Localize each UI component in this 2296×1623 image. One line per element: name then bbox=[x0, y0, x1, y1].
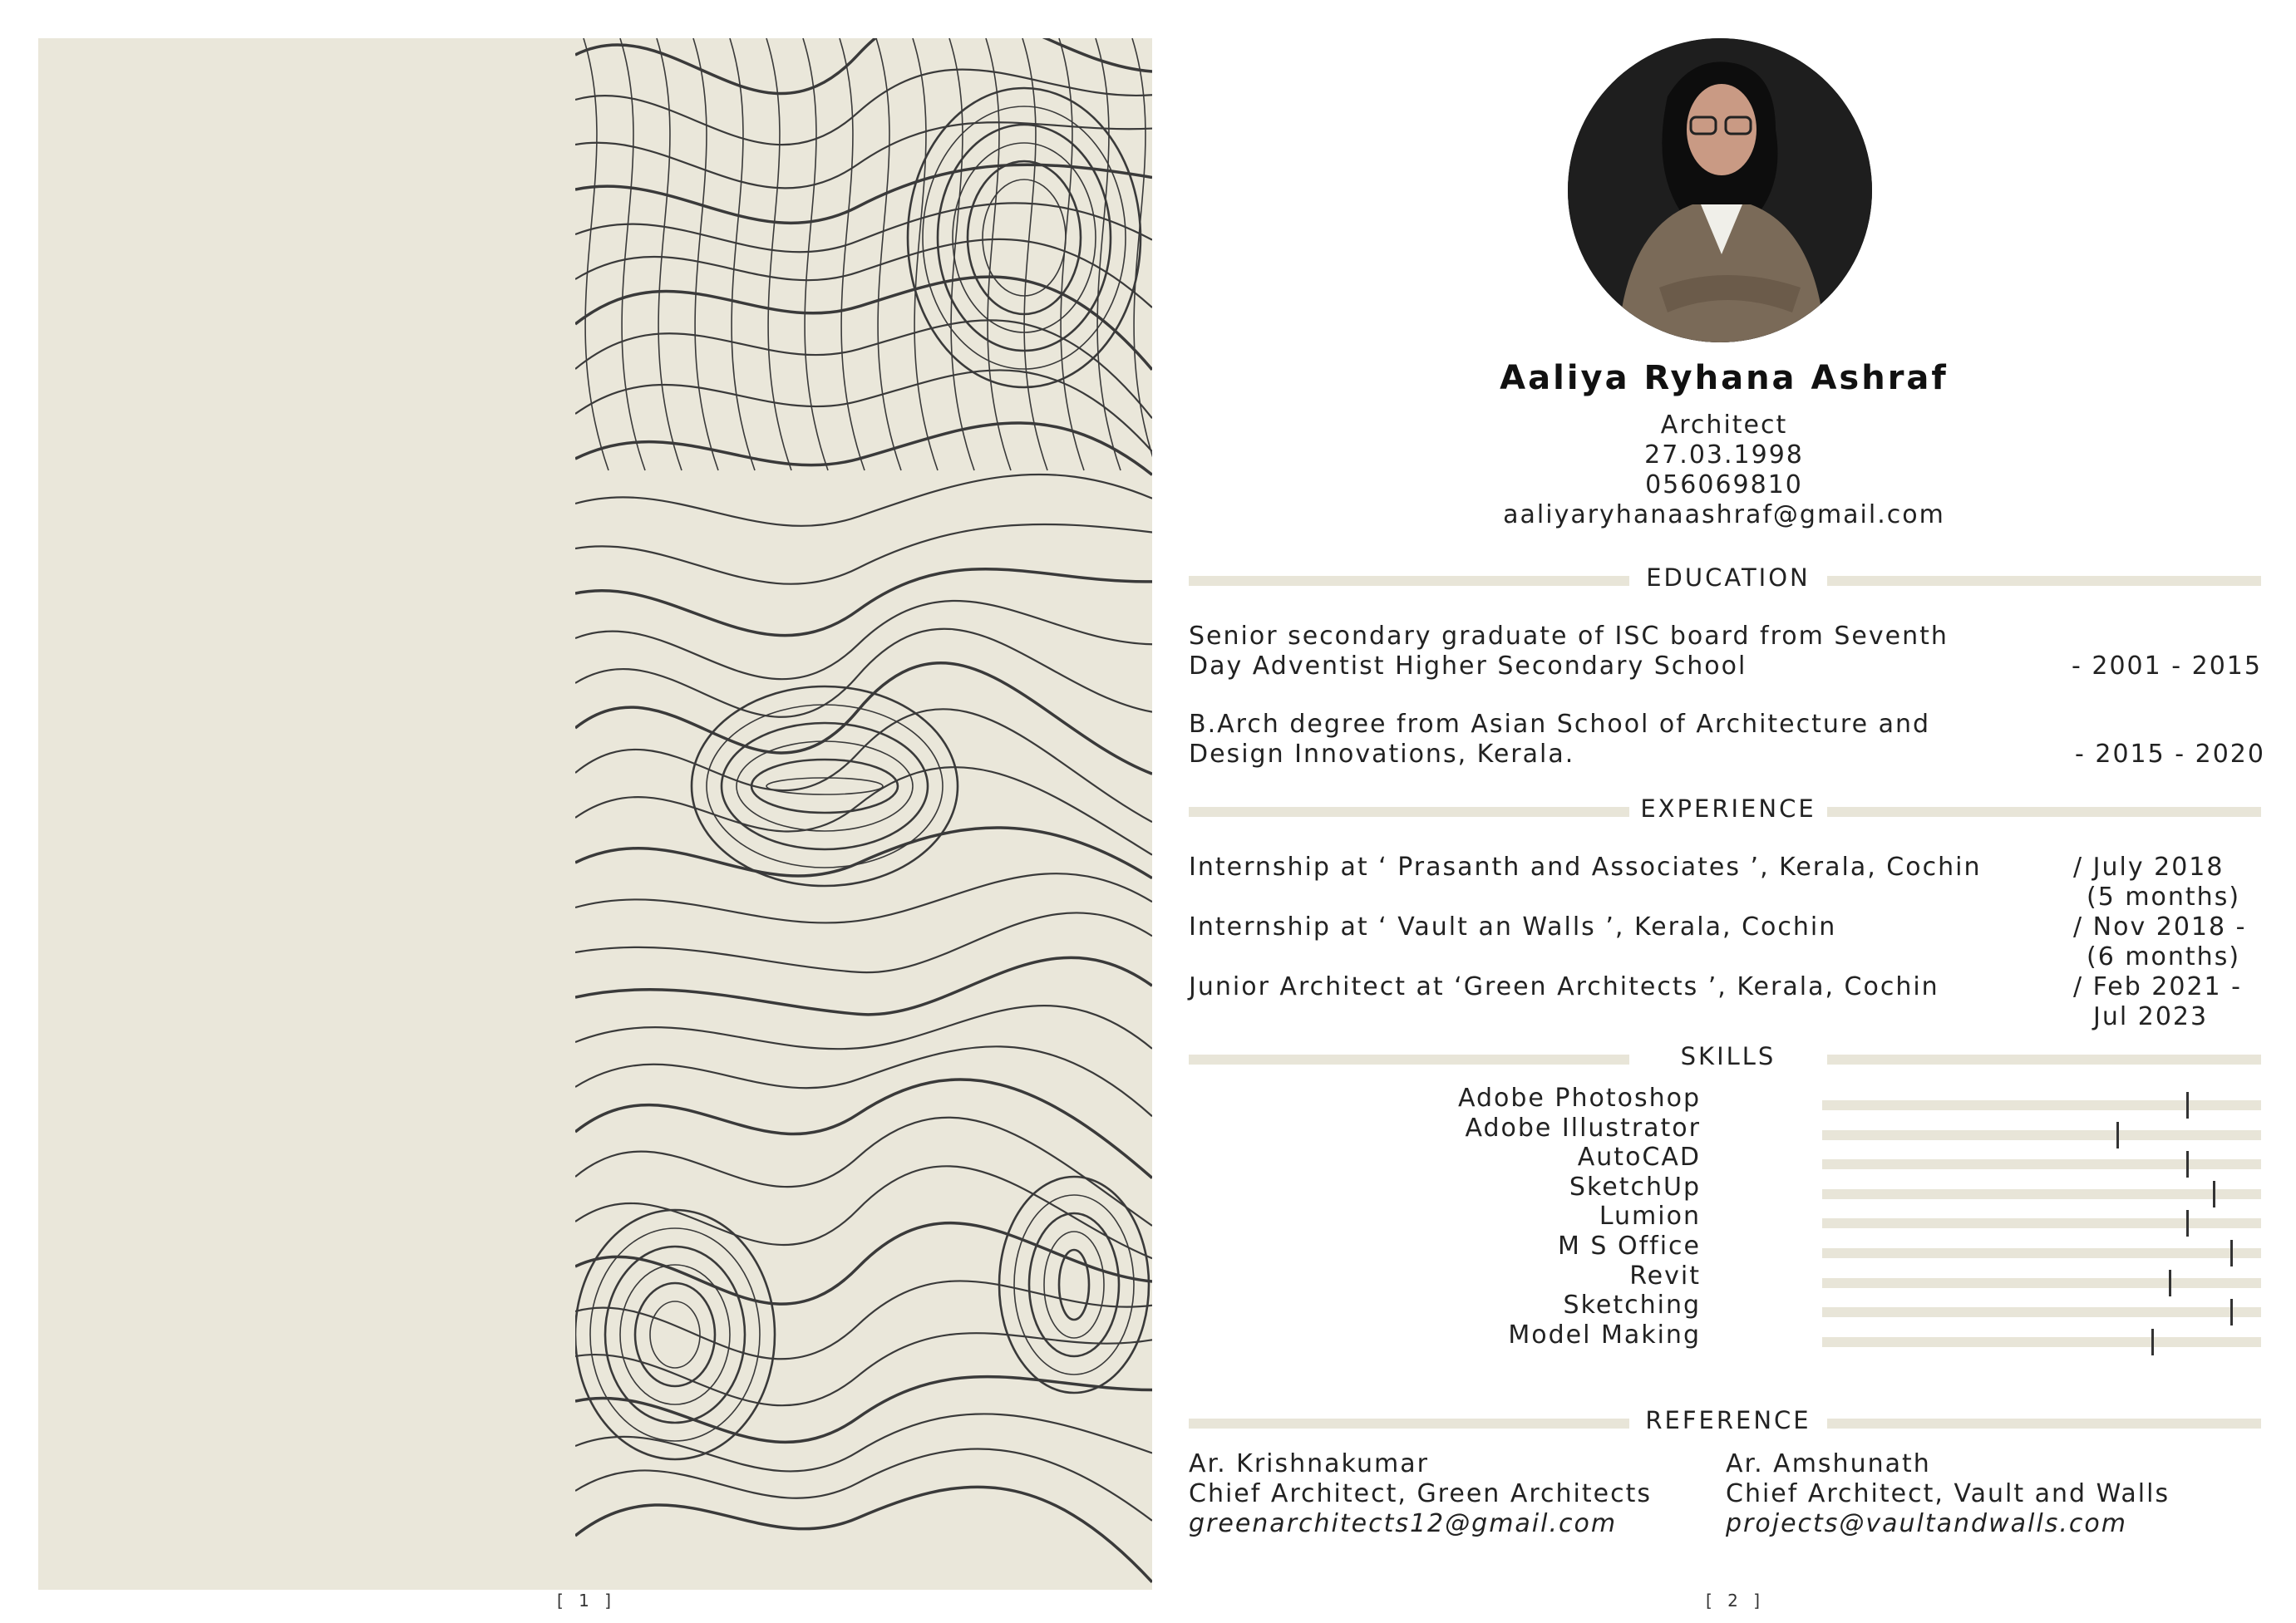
skill-level-track bbox=[1822, 1130, 2261, 1140]
divider bbox=[1827, 807, 2261, 817]
skill-level-marker bbox=[2169, 1270, 2171, 1296]
resume-page bbox=[1152, 0, 2296, 1623]
contour-ring bbox=[590, 1228, 760, 1441]
contour-line bbox=[575, 709, 1152, 822]
reference-name: Ar. Amshunath bbox=[1726, 1449, 1931, 1478]
contour-ring bbox=[650, 1301, 700, 1368]
experience-date: / July 2018 bbox=[2073, 853, 2225, 882]
education-line: Design Innovations, Kerala. bbox=[1189, 740, 1575, 769]
contour-line bbox=[575, 122, 1152, 188]
experience-duration: (6 months) bbox=[2087, 942, 2241, 971]
reference-name: Ar. Krishnakumar bbox=[1189, 1449, 1429, 1478]
contour-line bbox=[575, 569, 1152, 636]
skill-name: Adobe Photoshop bbox=[1457, 1084, 1701, 1113]
contour-line bbox=[986, 38, 1011, 470]
skill-level-marker bbox=[2213, 1181, 2215, 1207]
contour-line bbox=[575, 1377, 1152, 1443]
skill-level-track bbox=[1822, 1337, 2261, 1347]
skill-level-marker bbox=[2186, 1092, 2189, 1119]
education-item bbox=[1189, 710, 1930, 770]
contour-line bbox=[575, 1118, 1152, 1226]
reference-role: Chief Architect, Green Architects bbox=[1189, 1479, 1652, 1508]
skills-header bbox=[1189, 1042, 2261, 1075]
skill-level-marker bbox=[2230, 1240, 2233, 1266]
contour-ring bbox=[983, 180, 1066, 296]
topographic-pattern bbox=[575, 38, 1152, 1590]
education-years: - 2015 - 2020 bbox=[2075, 740, 2265, 769]
skill-level-marker bbox=[2230, 1299, 2233, 1325]
profile-photo bbox=[1568, 38, 1872, 342]
divider bbox=[1189, 807, 1629, 817]
skill-level-marker bbox=[2116, 1122, 2119, 1148]
contour-line bbox=[575, 1487, 1152, 1582]
divider bbox=[1827, 1055, 2261, 1065]
skill-level-track bbox=[1822, 1307, 2261, 1317]
reference-email[interactable]: greenarchitects12@gmail.com bbox=[1189, 1509, 1618, 1538]
phone-number: 056069810 bbox=[1645, 470, 1803, 499]
contour-line bbox=[575, 1166, 1152, 1258]
skill-name: Adobe Illustrator bbox=[1465, 1113, 1701, 1143]
section-title: REFERENCE bbox=[1645, 1406, 1811, 1434]
cover-page bbox=[38, 38, 1152, 1590]
experience-header bbox=[1189, 794, 2261, 828]
divider bbox=[1827, 576, 2261, 586]
section-title: EDUCATION bbox=[1646, 563, 1811, 592]
contour-ring bbox=[999, 1177, 1149, 1393]
divider bbox=[1189, 576, 1629, 586]
contour-line bbox=[575, 663, 1152, 774]
reference-role: Chief Architect, Vault and Walls bbox=[1726, 1479, 2170, 1508]
page-number-2: [ 2 ] bbox=[1706, 1591, 1766, 1611]
contour-ring bbox=[1044, 1232, 1104, 1338]
skill-level-track bbox=[1822, 1278, 2261, 1288]
skill-name: M S Office bbox=[1557, 1232, 1701, 1261]
reference-email[interactable]: projects@vaultandwalls.com bbox=[1726, 1509, 2127, 1538]
contour-line bbox=[575, 1414, 1152, 1471]
section-title: EXPERIENCE bbox=[1640, 794, 1816, 823]
contour-line bbox=[575, 957, 1152, 1014]
candidate-name: Aaliya Ryhana Ashraf bbox=[1500, 359, 1949, 397]
contour-line bbox=[766, 38, 791, 470]
experience-duration: Jul 2023 bbox=[2093, 1002, 2209, 1031]
contour-line bbox=[620, 38, 645, 470]
skill-name: SketchUp bbox=[1569, 1172, 1701, 1202]
divider bbox=[1189, 1055, 1629, 1065]
contour-line bbox=[575, 165, 1152, 223]
skill-level-track bbox=[1822, 1218, 2261, 1228]
education-line: Day Adventist Higher Secondary School bbox=[1189, 652, 1747, 681]
reference-card bbox=[1189, 1449, 1652, 1539]
contour-line bbox=[575, 1281, 1152, 1359]
skill-level-track bbox=[1822, 1189, 2261, 1199]
experience-date: / Feb 2021 - bbox=[2073, 972, 2243, 1001]
divider bbox=[1189, 1419, 1629, 1429]
experience-item: Internship at ‘ Prasanth and Associates ’, Kerala, Cochin bbox=[1189, 853, 1982, 882]
divider bbox=[1827, 1419, 2261, 1429]
section-title: SKILLS bbox=[1680, 1042, 1776, 1070]
contour-line bbox=[575, 320, 1152, 418]
contour-line bbox=[1096, 38, 1121, 470]
skill-level-marker bbox=[2186, 1151, 2189, 1178]
education-line: Senior secondary graduate of ISC board from Seventh bbox=[1189, 622, 1949, 651]
contour-line bbox=[575, 1223, 1152, 1305]
contour-line bbox=[840, 38, 865, 470]
education-years: - 2001 - 2015 bbox=[2072, 652, 2262, 681]
contour-ring bbox=[620, 1265, 730, 1404]
skill-level-track bbox=[1822, 1159, 2261, 1169]
contour-line bbox=[876, 38, 901, 470]
skill-name: AutoCAD bbox=[1577, 1143, 1701, 1173]
contour-line bbox=[693, 38, 718, 470]
date-of-birth: 27.03.1998 bbox=[1644, 440, 1804, 470]
job-title: Architect bbox=[1660, 411, 1788, 440]
contour-line bbox=[575, 1006, 1152, 1049]
contour-line bbox=[657, 38, 682, 470]
reference-card bbox=[1726, 1449, 2170, 1539]
contour-line bbox=[1022, 38, 1047, 470]
contour-ring bbox=[751, 760, 898, 813]
education-item bbox=[1189, 622, 1949, 681]
skill-name: Sketching bbox=[1563, 1291, 1701, 1321]
contour-ring bbox=[968, 161, 1081, 314]
contour-ring bbox=[1014, 1195, 1134, 1375]
contour-line bbox=[575, 912, 1152, 972]
contour-ring bbox=[692, 686, 958, 886]
education-header bbox=[1189, 563, 2261, 597]
skill-level-track bbox=[1822, 1248, 2261, 1258]
skill-name: Model Making bbox=[1508, 1320, 1701, 1350]
page-number-1: [ 1 ] bbox=[557, 1591, 617, 1611]
contour-line bbox=[949, 38, 974, 470]
contour-line bbox=[913, 38, 938, 470]
skill-name: Revit bbox=[1629, 1261, 1701, 1291]
experience-duration: (5 months) bbox=[2087, 883, 2241, 912]
experience-item: Internship at ‘ Vault an Walls ’, Kerala, Cochin bbox=[1189, 912, 1837, 942]
contour-line bbox=[730, 38, 755, 470]
contour-ring bbox=[1029, 1213, 1119, 1356]
contour-line bbox=[575, 475, 1152, 526]
skill-level-marker bbox=[2151, 1329, 2154, 1355]
contour-ring bbox=[635, 1283, 715, 1386]
contour-line bbox=[575, 70, 1152, 145]
experience-date: / Nov 2018 - bbox=[2073, 912, 2247, 942]
contour-line bbox=[575, 601, 1152, 679]
experience-item: Junior Architect at ‘Green Architects ’, Kerala, Cochin bbox=[1189, 972, 1939, 1001]
email-address[interactable]: aaliyaryhanaashraf@gmail.com bbox=[1503, 500, 1945, 529]
skill-level-marker bbox=[2186, 1210, 2189, 1237]
contour-line bbox=[575, 1080, 1152, 1178]
reference-header bbox=[1189, 1406, 2261, 1439]
contour-line bbox=[575, 1333, 1152, 1405]
contour-ring bbox=[605, 1247, 745, 1423]
skill-name: Lumion bbox=[1599, 1202, 1701, 1232]
skill-level-track bbox=[1822, 1100, 2261, 1110]
contour-line bbox=[575, 828, 1152, 878]
education-line: B.Arch degree from Asian School of Architecture and bbox=[1189, 710, 1931, 739]
